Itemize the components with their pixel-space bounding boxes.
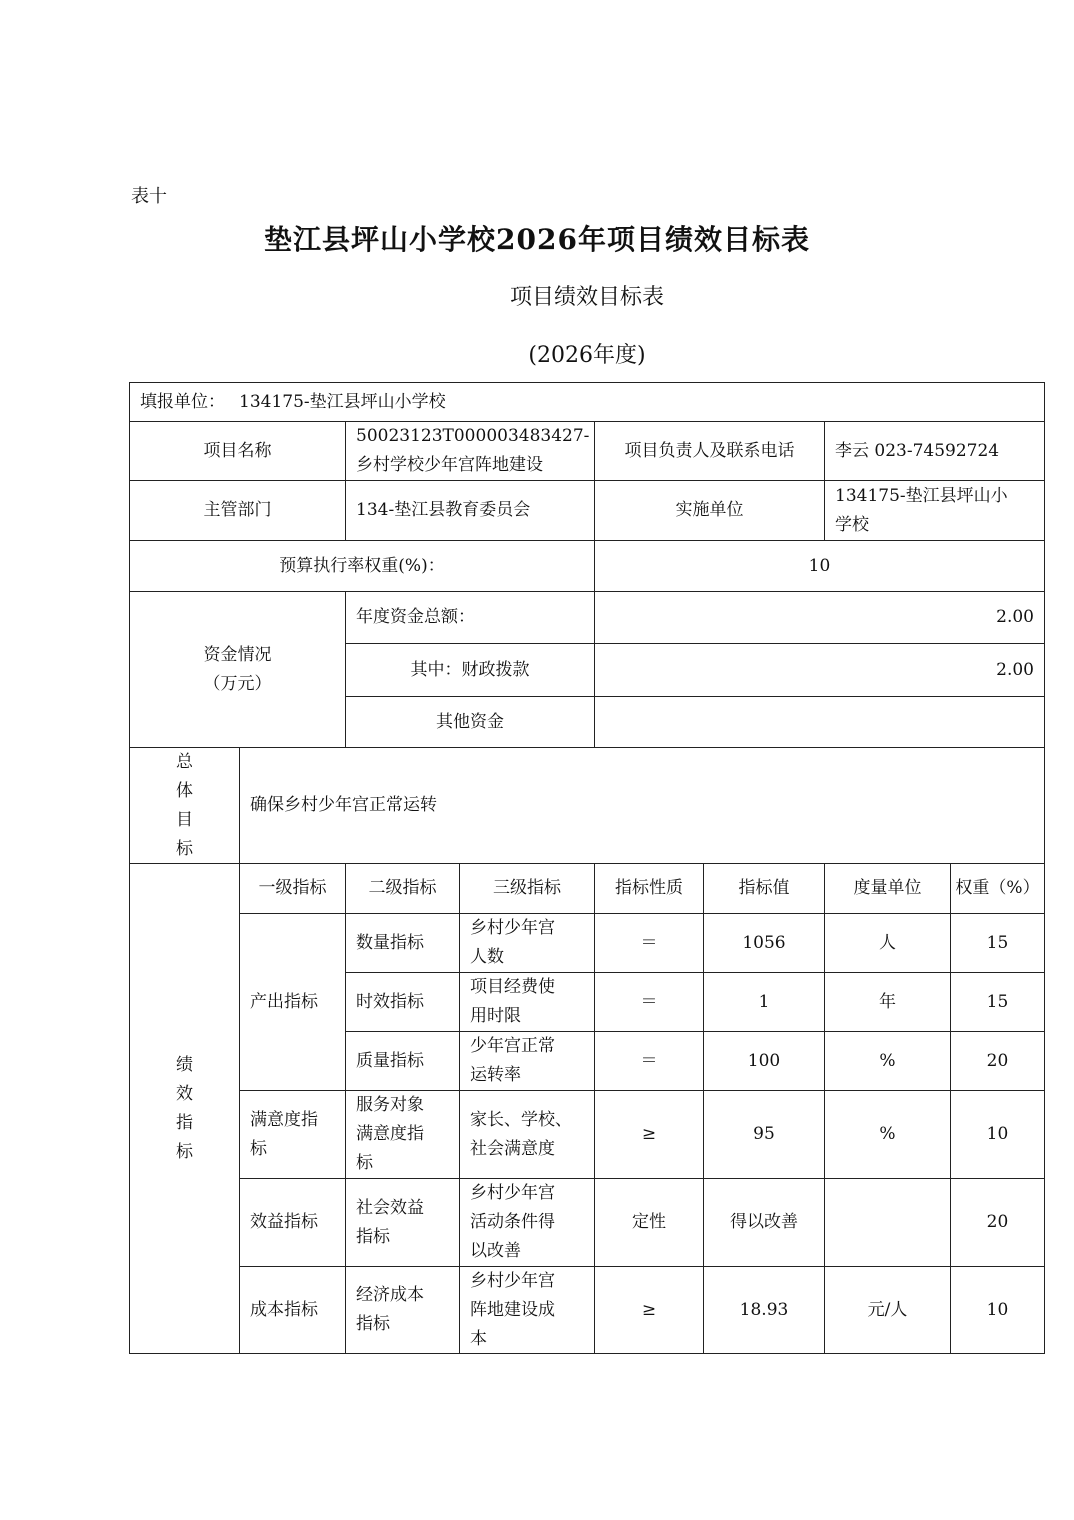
level3-line: 乡村少年宫 [470, 918, 555, 938]
level3-line: 社会满意度 [470, 1138, 555, 1159]
level1-benefit-indicator: 效益指标 [239, 1178, 346, 1267]
table-row-weight: 20 [950, 1031, 1045, 1091]
table-row-unit: % [824, 1031, 951, 1091]
level3-line: 乡村少年宫 [470, 1270, 555, 1291]
other-funding-value [594, 696, 1045, 748]
table-row-unit [824, 1178, 951, 1267]
level1-satisfaction-indicator [239, 1090, 346, 1179]
indicators-section-label [129, 863, 240, 1354]
level3-line: 人数 [470, 947, 504, 967]
column-header: 二级指标 [345, 863, 460, 914]
table-row-level3 [459, 1031, 595, 1091]
indicators-label-char: 指 [176, 1112, 193, 1133]
table-row-level3 [459, 1090, 595, 1179]
table-row-nature: ＝ [594, 972, 704, 1032]
implementer-value-line: 学校 [835, 514, 869, 535]
table-row-nature: ≥ [594, 1266, 704, 1354]
project-name-value-line: 乡村学校少年宫阵地建设 [356, 455, 543, 475]
level2-line: 满意度指 [356, 1124, 424, 1144]
table-row-unit: 元/人 [824, 1266, 951, 1354]
implementer-label: 实施单位 [594, 480, 825, 541]
level3-line: 以改善 [470, 1241, 521, 1261]
budget-weight-value: 10 [594, 540, 1045, 592]
department-label: 主管部门 [129, 480, 346, 541]
project-name-value [345, 421, 595, 481]
table-row-weight: 20 [950, 1178, 1045, 1267]
table-row-level3 [459, 1178, 595, 1267]
funding-label-line: 资金情况 [203, 644, 272, 665]
table-row-value: 18.93 [703, 1266, 825, 1354]
overall-goal-label-char: 体 [176, 780, 193, 801]
table-row-level2: 时效指标 [345, 972, 460, 1032]
budget-weight-label: 预算执行率权重(%)： [129, 540, 595, 592]
annual-total-value: 2.00 [594, 591, 1045, 644]
indicators-label-char: 绩 [176, 1054, 193, 1075]
document-title: 垫江县坪山小学校2026年项目绩效目标表 [264, 223, 810, 256]
indicators-label-char: 标 [176, 1141, 193, 1162]
document-year: (2026年度) [528, 343, 646, 368]
funding-label-line: （万元） [203, 673, 272, 694]
level1-line: 满意度指 [250, 1109, 318, 1130]
table-row-nature: ≥ [594, 1090, 704, 1179]
table-row-weight: 10 [950, 1266, 1045, 1354]
department-value: 134-垫江县教育委员会 [345, 480, 595, 541]
level1-line: 标 [250, 1138, 267, 1159]
overall-goal-text: 确保乡村少年宫正常运转 [239, 747, 1045, 864]
overall-goal-label-char: 目 [176, 809, 193, 830]
table-row-weight: 15 [950, 913, 1045, 973]
level3-line: 活动条件得 [470, 1212, 555, 1232]
table-row-level3 [459, 972, 595, 1032]
responsible-person-value: 李云 023-74592724 [824, 421, 1045, 481]
table-row-nature: ＝ [594, 1031, 704, 1091]
table-row-weight: 15 [950, 972, 1045, 1032]
level3-line: 用时限 [470, 1006, 521, 1026]
level3-line: 乡村少年宫 [470, 1183, 555, 1203]
level2-line: 指标 [356, 1314, 390, 1334]
table-row-level2 [345, 1090, 460, 1179]
level3-line: 运转率 [470, 1065, 521, 1085]
column-header: 度量单位 [824, 863, 951, 914]
table-row-nature: ＝ [594, 913, 704, 973]
table-row-level3 [459, 913, 595, 973]
column-header: 权重（%） [950, 863, 1045, 914]
table-row-unit: % [824, 1090, 951, 1179]
level3-line: 少年宫正常 [470, 1036, 555, 1056]
level1-output-indicator: 产出指标 [239, 913, 346, 1091]
other-funding-label: 其他资金 [345, 696, 595, 748]
table-row-level3 [459, 1266, 595, 1354]
level2-line: 指标 [356, 1226, 390, 1247]
column-header: 指标值 [703, 863, 825, 914]
implementer-value-line: 134175-垫江县坪山小 [835, 485, 1008, 506]
table-row-value: 100 [703, 1031, 825, 1091]
table-row-level2 [345, 1178, 460, 1267]
table-row-level2 [345, 1266, 460, 1354]
level3-line: 阵地建设成 [470, 1299, 555, 1320]
reporting-unit-cell [129, 382, 1045, 422]
implementer-value [824, 480, 1045, 541]
overall-goal-label-char: 总 [176, 751, 193, 772]
table-row-value: 1056 [703, 913, 825, 973]
level2-line: 社会效益 [356, 1197, 424, 1218]
table-row-unit: 年 [824, 972, 951, 1032]
column-header: 一级指标 [239, 863, 346, 914]
level2-line: 经济成本 [356, 1285, 424, 1305]
table-row-nature: 定性 [594, 1178, 704, 1267]
document-subtitle: 项目绩效目标表 [509, 285, 664, 310]
level1-cost-indicator: 成本指标 [239, 1266, 346, 1354]
funding-section-label [129, 591, 346, 748]
level3-line: 本 [470, 1328, 487, 1349]
level2-line: 标 [356, 1153, 373, 1173]
column-header: 指标性质 [594, 863, 704, 914]
reporting-unit-label: 填报单位： [140, 391, 225, 412]
level3-line: 家长、学校、 [470, 1109, 572, 1130]
table-number-label: 表十 [131, 186, 167, 207]
overall-goal-label [129, 747, 240, 864]
table-row-value: 95 [703, 1090, 825, 1179]
level3-line: 项目经费使 [470, 977, 555, 997]
fiscal-funding-value: 2.00 [594, 643, 1045, 697]
table-row-unit: 人 [824, 913, 951, 973]
table-row-weight: 10 [950, 1090, 1045, 1179]
project-name-label: 项目名称 [129, 421, 346, 481]
reporting-unit-value: 134175-垫江县坪山小学校 [239, 391, 446, 412]
table-row-value: 得以改善 [703, 1178, 825, 1267]
indicators-label-char: 效 [176, 1083, 193, 1104]
annual-total-label: 年度资金总额： [345, 591, 595, 644]
project-name-value-line: 50023123T000003483427- [356, 426, 590, 446]
table-row-level2: 质量指标 [345, 1031, 460, 1091]
responsible-person-label: 项目负责人及联系电话 [594, 421, 825, 481]
table-row-level2: 数量指标 [345, 913, 460, 973]
level2-line: 服务对象 [356, 1095, 424, 1115]
fiscal-funding-label: 其中：财政拨款 [345, 643, 595, 697]
overall-goal-label-char: 标 [176, 838, 193, 859]
table-row-value: 1 [703, 972, 825, 1032]
column-header: 三级指标 [459, 863, 595, 914]
